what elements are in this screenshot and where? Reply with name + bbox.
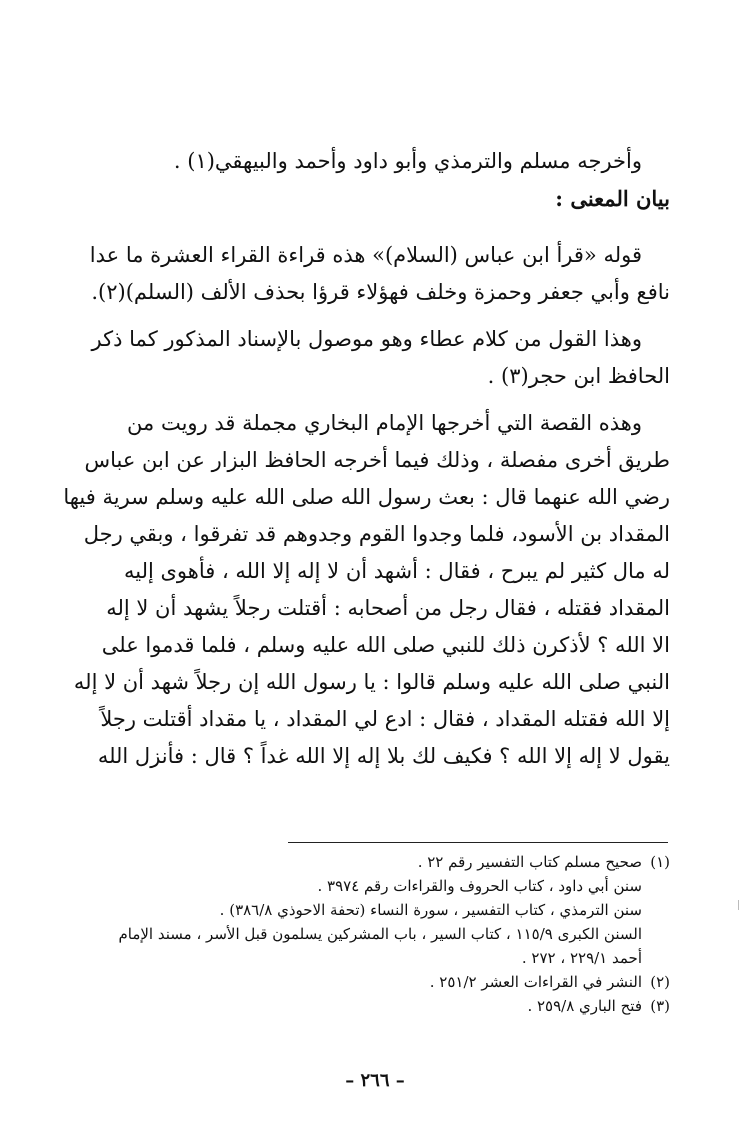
paragraph-line: الا الله ؟ لأذكرن ذلك للنبي صلى الله عليه وسلم ، فلما قدموا على — [101, 633, 670, 657]
paragraph-line: قوله «قرأ ابن عباس (السلام)» هذه قراءة القراء العشرة ما عدا — [89, 243, 642, 267]
intro-line: وأخرجه مسلم والترمذي وأبو داود وأحمد والبيهقي(١) . — [173, 149, 642, 173]
paragraph-line: المقداد بن الأسود، فلما وجدوا القوم وجدوهم قد تفرقوا ، وبقي رجل — [83, 522, 670, 546]
paragraph-line: له مال كثير لم يبرح ، فقال : أشهد أن لا إله إلا الله ، فأهوى إليه — [123, 559, 670, 583]
footnote-text: النشر في القراءات العشر ٢٥١/٢ . — [429, 973, 642, 991]
footnote-number: (١) — [650, 853, 670, 871]
footnote-number: (٢) — [650, 973, 670, 991]
footnotes — [118, 850, 670, 1018]
footnote-1 — [150, 850, 670, 874]
paragraph-line: نافع وأبي جعفر وحمزة وخلف فهؤلاء قرؤا بحذف الألف (السلم)(٢). — [91, 280, 670, 304]
paragraph-line: يقول لا إله إلا الله ؟ فكيف لك بلا إله إلا الله غداً ؟ قال : فأنزل الله — [97, 744, 670, 768]
main-body — [63, 237, 670, 785]
paragraph-reading — [89, 237, 670, 311]
intro-text — [100, 143, 670, 217]
paragraph-line: المقداد فقتله ، فقال رجل من أصحابه : أقتلت رجلاً يشهد أن لا إله — [106, 596, 670, 620]
paragraph-line: طريق أخرى مفصلة ، وذلك فيما أخرجه الحافظ البزار عن ابن عباس — [84, 448, 670, 472]
footnote-text: صحيح مسلم كتاب التفسير رقم ٢٢ . — [417, 853, 642, 871]
paragraph-line: وهذا القول من كلام عطاء وهو موصول بالإسناد المذكور كما ذكر — [91, 327, 642, 351]
footnote-1-line: أحمد ٢٢٩/١ ، ٢٧٢ . — [521, 949, 642, 967]
paragraph-line: الحافظ ابن حجر(٣) . — [487, 364, 670, 388]
paragraph-line: النبي صلى الله عليه وسلم قالوا : يا رسول الله إن رجلاً شهد أن لا إله — [73, 670, 670, 694]
scan-edge-mark — [738, 900, 742, 910]
footnote-2 — [150, 970, 670, 994]
paragraph-story — [63, 405, 670, 775]
footnote-3 — [150, 994, 670, 1018]
footnote-1-line: سنن أبي داود ، كتاب الحروف والقراءات رقم ٣٩٧٤ . — [317, 877, 642, 895]
footnote-1-line: السنن الكبرى ١١٥/٩ ، كتاب السير ، باب المشركين يسلمون قبل الأسر ، مسند الإمام — [118, 925, 642, 943]
footnote-divider — [288, 842, 668, 843]
page-number: – ٢٦٦ – — [345, 1070, 405, 1091]
footnote-number: (٣) — [650, 997, 670, 1015]
footnote-text: فتح الباري ٢٥٩/٨ . — [527, 997, 642, 1015]
paragraph-attribution — [91, 321, 670, 395]
footnote-1-line: سنن الترمذي ، كتاب التفسير ، سورة النساء (تحفة الاحوذي ٣٨٦/٨) . — [219, 901, 642, 919]
paragraph-line: رضي الله عنهما قال : بعث رسول الله صلى الله عليه وسلم سرية فيها — [63, 485, 670, 509]
paragraph-line: إلا الله فقتله المقداد ، فقال : ادع لي المقداد ، يا مقداد أقتلت رجلاً — [100, 707, 670, 731]
paragraph-line: وهذه القصة التي أخرجها الإمام البخاري مجملة قد رويت من — [127, 411, 642, 435]
section-heading: بيان المعنى : — [555, 186, 670, 211]
